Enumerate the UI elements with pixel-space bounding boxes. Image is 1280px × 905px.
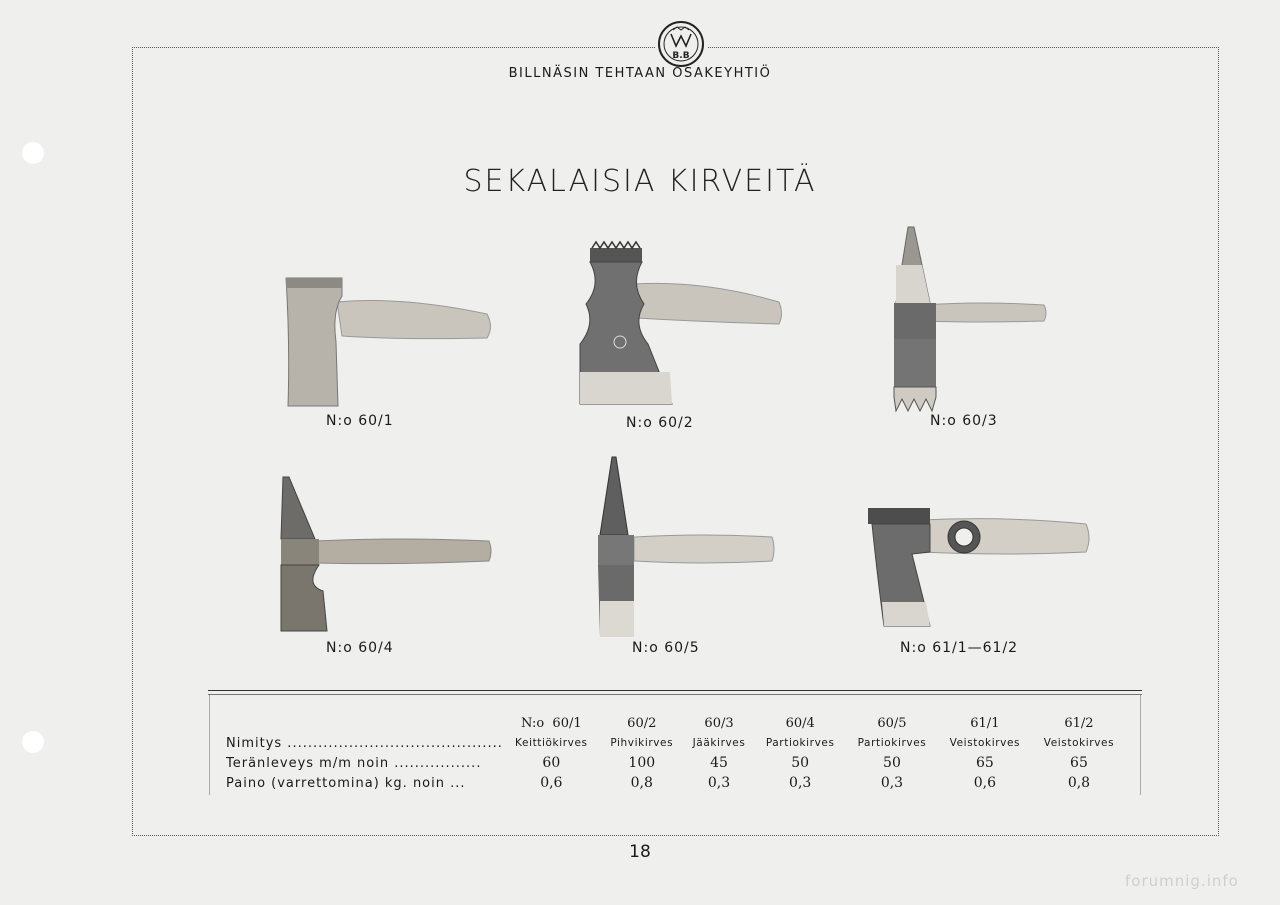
caption-60-4: N:o 60/4 — [326, 640, 394, 656]
row-label: Teränleveys m/m noin ................. — [226, 755, 482, 771]
caption-60-2: N:o 60/2 — [626, 415, 694, 431]
column-header: 60/4 — [785, 715, 815, 731]
axe-60-5-image — [594, 455, 776, 640]
column-header: 60/5 — [877, 715, 907, 731]
logo-text: B.B — [672, 51, 690, 61]
column-header: 60/2 — [627, 715, 657, 731]
axe-60-3-image — [880, 225, 1050, 415]
axe-60-1-image — [282, 272, 497, 412]
punch-hole-bottom — [22, 731, 44, 753]
spec-table — [226, 713, 1126, 793]
table-cell: 45 — [710, 755, 728, 771]
table-cell: 60 — [542, 755, 561, 771]
column-header: 61/2 — [1064, 715, 1094, 731]
table-cell: Keittiökirves — [515, 737, 588, 749]
table-cell: 0,8 — [630, 775, 653, 791]
caption-60-5: N:o 60/5 — [632, 640, 700, 656]
table-right-rule — [1140, 695, 1141, 795]
column-header: N:o 60/1 — [521, 715, 582, 731]
table-header-row — [226, 713, 1126, 733]
watermark: forumnig.info — [1125, 872, 1239, 890]
row-label: Nimitys .......................................... — [226, 735, 503, 751]
column-header: 61/1 — [970, 715, 1000, 731]
table-row — [226, 773, 1126, 793]
company-logo — [655, 18, 707, 70]
axe-60-4-image — [275, 475, 495, 637]
table-cell: 65 — [1070, 755, 1088, 771]
row-label: Paino (varrettomina) kg. noin ... — [226, 775, 466, 791]
table-cell: 0,8 — [1067, 775, 1091, 791]
axe-60-2-image — [574, 240, 786, 410]
table-cell: Jääkirves — [692, 737, 746, 749]
caption-61: N:o 61/1—61/2 — [900, 640, 1019, 656]
table-cell: 65 — [975, 755, 994, 771]
table-cell: Pihvikirves — [610, 737, 674, 749]
table-cell: 0,3 — [880, 775, 904, 791]
table-cell: Veistokirves — [1043, 737, 1115, 749]
table-left-rule — [209, 695, 210, 795]
table-cell: 100 — [628, 755, 656, 771]
table-cell: Partiokirves — [857, 737, 927, 749]
page-title: SEKALAISIA KIRVEITÄ — [463, 164, 817, 199]
table-cell: 0,3 — [707, 775, 731, 791]
axe-61-image — [866, 502, 1092, 630]
table-row — [226, 733, 1126, 753]
caption-60-1: N:o 60/1 — [326, 413, 394, 429]
punch-hole-top — [22, 142, 44, 164]
table-cell: 0,3 — [789, 775, 812, 791]
table-cell: 50 — [791, 755, 810, 771]
table-cell: Partiokirves — [765, 737, 835, 749]
table-cell: Veistokirves — [949, 737, 1021, 749]
table-cell: 0,6 — [973, 775, 996, 791]
caption-60-3: N:o 60/3 — [930, 413, 998, 429]
table-top-rule-2 — [208, 694, 1142, 695]
table-cell: 50 — [883, 755, 901, 771]
page-number: 18 — [629, 842, 651, 862]
table-cell: 0,6 — [540, 775, 563, 791]
column-header: 60/3 — [704, 715, 734, 731]
table-row — [226, 753, 1126, 773]
table-top-rule — [208, 690, 1142, 691]
company-name: BILLNÄSIN TEHTAAN OSAKEYHTIÖ — [508, 66, 772, 81]
